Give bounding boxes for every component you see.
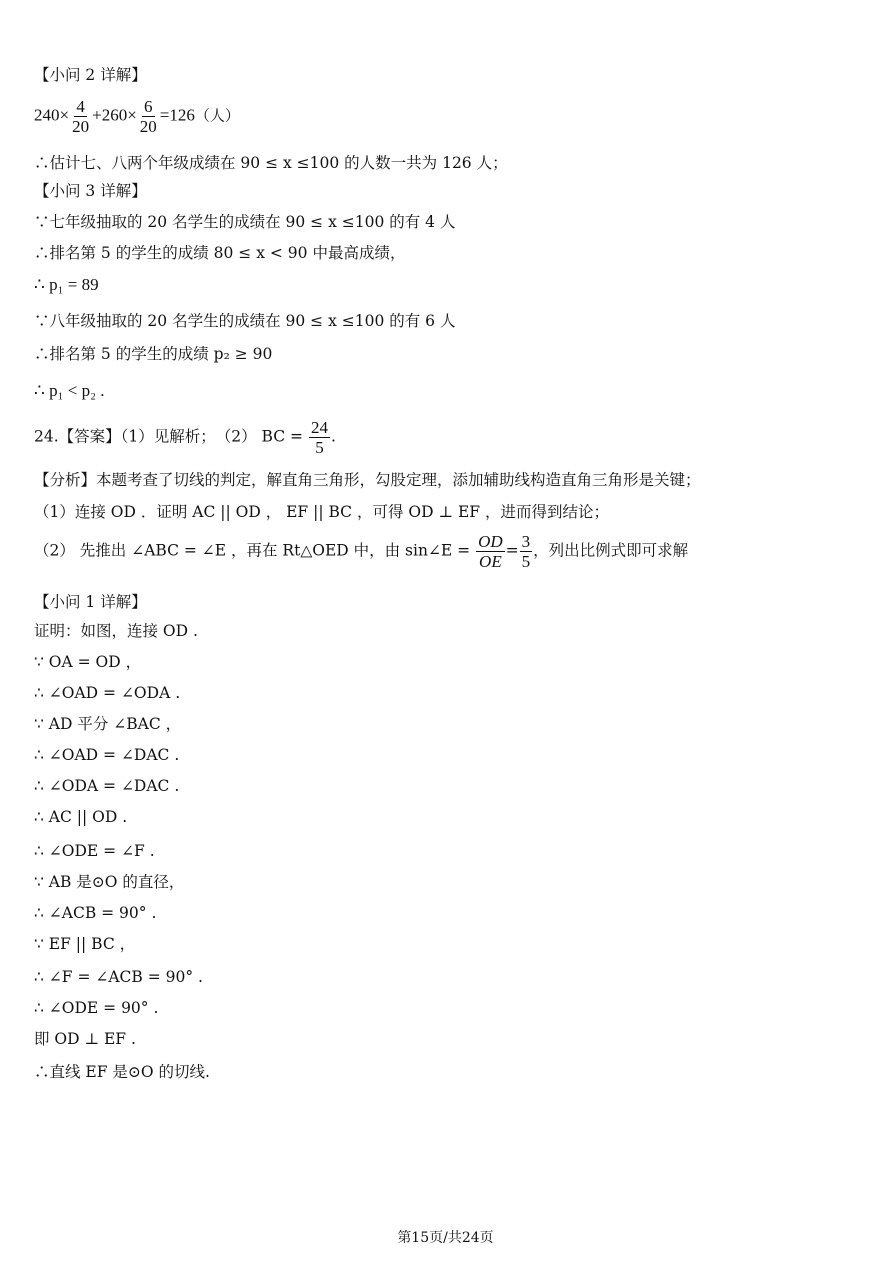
proof-line: ∴直线 EF 是⊙O 的切线. — [34, 1063, 210, 1081]
proof-line: 证明：如图，连接 OD . — [34, 622, 198, 640]
analysis-2-fraction-2 — [520, 532, 533, 571]
proof-line: ∴ ∠OAD = ∠ODA . — [34, 684, 181, 702]
q2-fraction-2 — [138, 97, 159, 136]
q2-expr-unit: （人） — [194, 108, 240, 125]
q2-f2-num: 6 — [144, 97, 153, 116]
q2-expression — [34, 97, 240, 136]
analysis-text: 【分析】本题考查了切线的判定，解直角三角形，勾股定理，添加辅助线构造直角三角形是关键； — [34, 471, 701, 489]
q24-answer-fraction — [309, 418, 330, 457]
q2-expr-b: 260 — [101, 105, 128, 125]
proof-line: ∴ ∠OAD = ∠DAC . — [34, 746, 180, 764]
q3-heading: 【小问 3 详解】 — [34, 182, 147, 200]
q2-f1-den: 20 — [72, 117, 90, 136]
q2-f2-den: 20 — [139, 117, 157, 136]
q2-expr-times2: × — [127, 105, 137, 125]
analysis-2-f1-den: OE — [479, 552, 502, 571]
analysis-2-fraction-1 — [476, 532, 505, 571]
proof-line: 即 OD ⊥ EF . — [34, 1030, 136, 1048]
q1-heading: 【小问 1 详解】 — [34, 593, 147, 611]
analysis-part-2 — [34, 532, 688, 571]
q3-line-1: ∵七年级抽取的 20 名学生的成绩在 90 ≤ x ≤100 的有 4 人 — [34, 213, 456, 231]
q2-fraction-1 — [70, 97, 91, 136]
q2-f1-num: 4 — [76, 97, 85, 116]
proof-line: ∵ OA = OD ， — [34, 653, 142, 671]
q3-line-6: ∴ p₁ < p₂ . — [34, 381, 105, 400]
q3-line-5: ∴排名第 5 的学生的成绩 p₂ ≥ 90 — [34, 345, 273, 363]
q24-answer-den: 5 — [315, 438, 324, 457]
q24-answer — [34, 418, 336, 457]
q3-line-3: ∴ p₁ = 89 — [34, 275, 99, 294]
analysis-2-eq: = — [505, 541, 519, 560]
q2-expr-times1: × — [59, 105, 70, 125]
q2-expr-eq: =126 — [159, 105, 195, 125]
q24-answer-num: 24 — [310, 418, 328, 437]
analysis-2-suffix: ，列出比例式即可求解 — [533, 541, 689, 560]
page-footer: 第15页/共24页 — [397, 1230, 494, 1246]
analysis-2-prefix: （2） 先推出 ∠ABC = ∠E ，再在 Rt△OED 中，由 sin∠E = — [34, 541, 471, 560]
q3-line-2: ∴排名第 5 的学生的成绩 80 ≤ x < 90 中最高成绩， — [34, 244, 406, 262]
proof-line: ∴ ∠ODA = ∠DAC . — [34, 777, 180, 795]
q2-expr-plus: + — [92, 105, 102, 125]
q3-line-4: ∵八年级抽取的 20 名学生的成绩在 90 ≤ x ≤100 的有 6 人 — [34, 312, 456, 330]
proof-line: ∴ AC || OD . — [34, 808, 128, 826]
analysis-part-1: （1）连接 OD ．证明 AC || OD ， EF || BC ，可得 OD ⊥ EF ，进而得到结论； — [34, 503, 609, 521]
proof-line: ∵ AB 是⊙O 的直径， — [34, 873, 185, 891]
analysis-2-f2-num: 3 — [521, 532, 531, 551]
proof-line: ∴ ∠ODE = 90° . — [34, 999, 159, 1017]
proof-line: ∵ AD 平分 ∠BAC ， — [34, 715, 182, 733]
analysis-2-f2-den: 5 — [521, 552, 531, 571]
q2-expr-a: 240 — [34, 105, 60, 125]
analysis-2-f1-num: OD — [478, 532, 503, 551]
proof-line: ∵ EF || BC ， — [34, 935, 136, 953]
q24-answer-end: . — [330, 427, 336, 446]
proof-line: ∴ ∠F = ∠ACB = 90° . — [34, 968, 203, 986]
q2-conclusion: ∴估计七、八两个年级成绩在 90 ≤ x ≤100 的人数一共为 126 人； — [34, 154, 508, 172]
q24-answer-prefix: 24.【答案】（1）见解析； （2） BC = — [34, 427, 304, 446]
proof-line: ∴ ∠ACB = 90° . — [34, 904, 157, 922]
proof-line: ∴ ∠ODE = ∠F . — [34, 842, 155, 860]
q2-heading: 【小问 2 详解】 — [34, 66, 147, 84]
